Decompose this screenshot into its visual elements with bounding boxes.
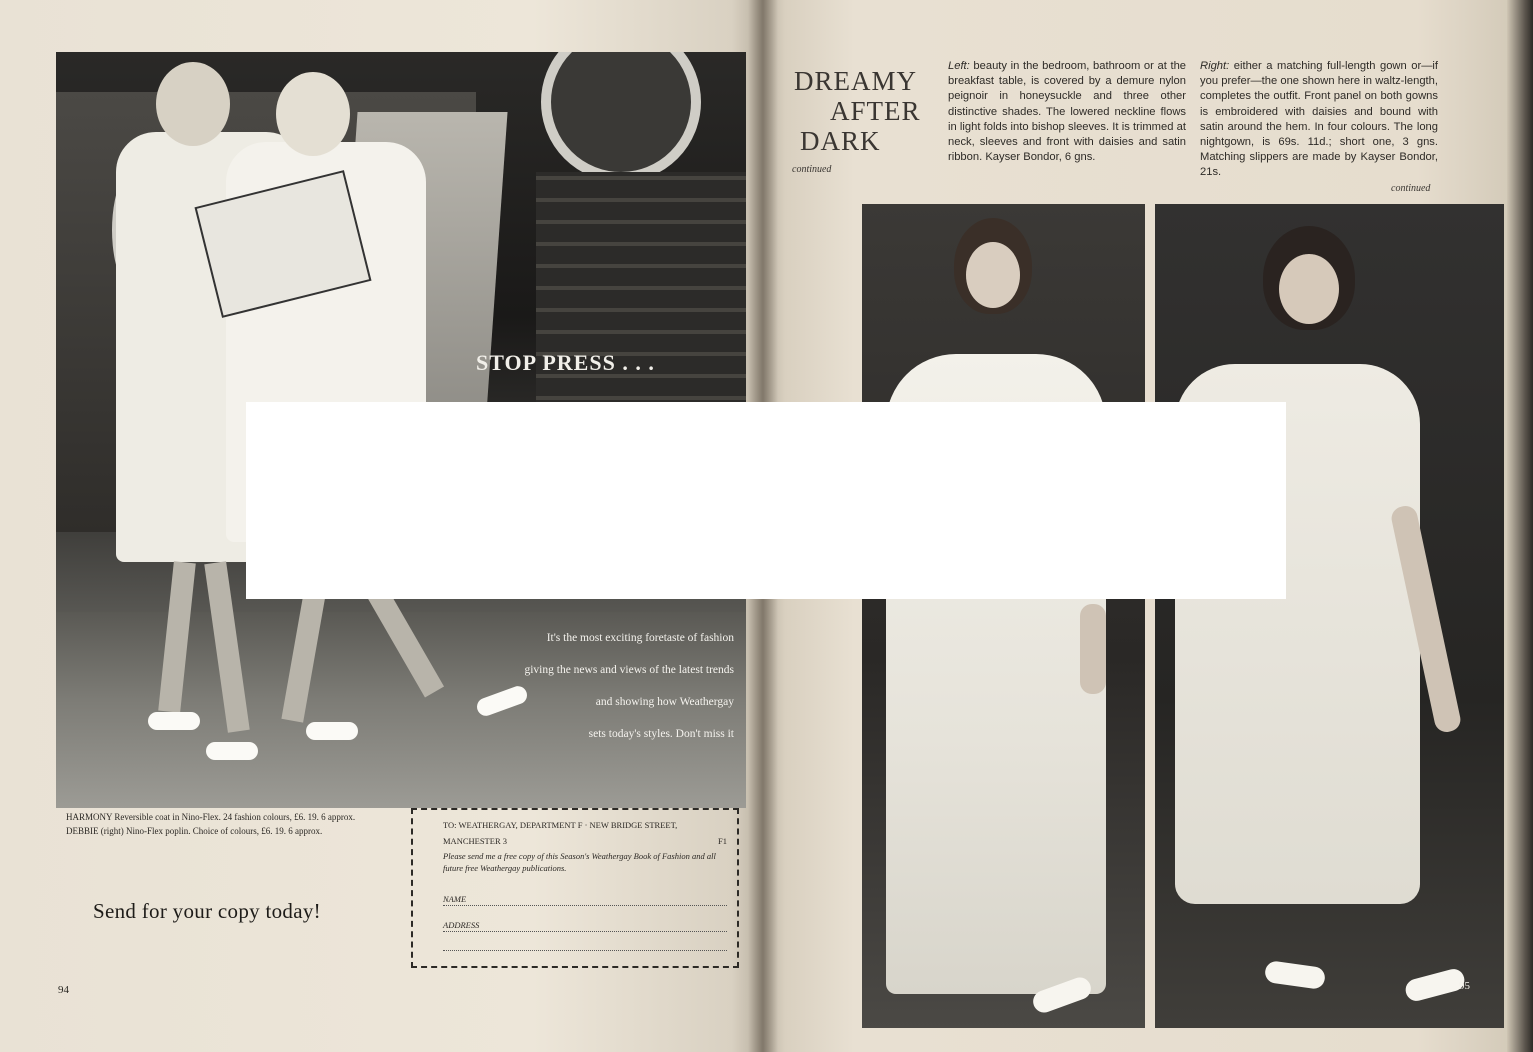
coupon-code: F1 [718,836,727,846]
advert-copy-line: It's the most exciting foretaste of fashion [546,632,734,644]
book-edge [1507,0,1533,1052]
model-head [156,62,230,146]
coupon-city-name: MANCHESTER 3 [443,836,507,846]
model-arm [1080,604,1106,694]
caption-harmony: HARMONY Reversible coat in Nino-Flex. 24 fashion colours, £6. 19. 6 approx. [66,812,356,822]
advert-copy-line: giving the news and views of the latest trends [524,664,734,676]
body-column-left [948,59,1186,165]
slipper [1403,967,1467,1004]
shoe [306,722,358,740]
advert-copy [404,622,734,750]
article-title [794,66,921,156]
coupon-address: TO: WEATHERGAY, DEPARTMENT F · NEW BRIDGE STREET, [443,820,678,830]
shoe [148,712,200,730]
shoe [206,742,258,760]
column-text: either a matching full-length gown or—if you prefer—the one shown here in waltz-length, completes the outfit. Front panel on both gowns is embroidered with daisies and bound with satin around the hem. In four colours. The long nightgown, is 69s. 11d.; short one, 3 gns. Matching slippers are made by Kayser Bondor, 21s. [1200,60,1438,179]
photo-peignoir [862,204,1145,1028]
caption-debbie: DEBBIE (right) Nino-Flex poplin. Choice of colours, £6. 19. 6 approx. [66,826,323,836]
coupon-address-field[interactable]: ADDRESS [443,920,727,932]
photo-waltz-gown [1155,204,1504,1028]
redaction-block [246,402,1286,599]
body-column-right [1200,59,1438,181]
title-line: DARK [800,126,881,156]
column-lead: Right: [1200,60,1230,72]
advert-copy-line: and showing how Weathergay [595,696,734,708]
model-head [1263,226,1355,330]
model-head [276,72,350,156]
continued-note: continued [1391,183,1431,194]
coupon-city [443,836,727,846]
coupon-address-line[interactable] [443,932,727,951]
coupon-name-field[interactable]: NAME [443,894,727,906]
order-coupon[interactable] [411,808,739,968]
model-face [966,242,1020,308]
send-for-copy-heading: Send for your copy today! [93,899,321,923]
model-face [1279,254,1339,324]
stop-press-heading: STOP PRESS . . . [476,350,655,375]
advert-copy-line: sets today's styles. Don't miss it [588,728,734,740]
title-line: DREAMY [794,66,918,96]
locomotive-wheel [541,52,701,182]
title-continued: continued [792,164,832,175]
column-lead: Left: [948,60,970,72]
slipper [1264,960,1326,990]
page-number-left: 94 [58,984,69,996]
page-number-right: 95 [1459,980,1470,992]
model-head [954,218,1032,314]
coupon-note: Please send me a free copy of this Season's Weathergay Book of Fashion and all future free Weathergay publications. [443,851,716,873]
title-line: AFTER [830,96,921,126]
column-text: beauty in the bedroom, bathroom or at the breakfast table, is covered by a demure nylon peignoir in honeysuckle and three other distinctive shades. The lowered neckline flows in light folds into bishop sleeves. It is trimmed at neck, sleeves and front with daisies and satin ribbon. Kayser Bondor, 6 gns. [948,60,1187,164]
